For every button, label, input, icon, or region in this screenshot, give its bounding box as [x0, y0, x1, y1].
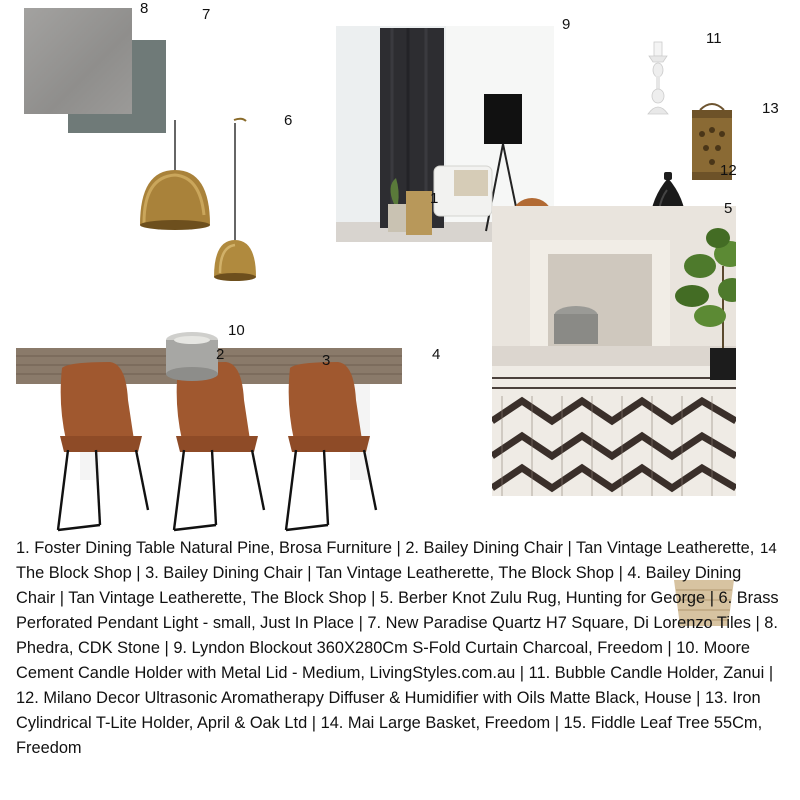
label-10: 10	[228, 322, 245, 339]
cement-candle-holder-image	[164, 330, 220, 382]
label-8: 8	[140, 0, 149, 17]
label-4: 4	[432, 346, 441, 363]
label-3: 3	[322, 352, 331, 369]
label-5: 5	[724, 200, 733, 217]
label-11: 11	[706, 30, 722, 47]
stone-swatch-light	[24, 8, 132, 114]
label-2: 2	[216, 346, 225, 363]
label-7: 7	[202, 6, 211, 23]
label-14: 14	[760, 540, 777, 557]
label-9: 9	[562, 16, 571, 33]
label-6: 6	[284, 112, 293, 129]
fireplace-rug-image	[492, 206, 736, 496]
product-list-caption: 1. Foster Dining Table Natural Pine, Brosa Furniture | 2. Bailey Dining Chair | Tan Vintage Leatherette, The Block Shop | 3. Bailey Dining Chair | Tan Vintage Leatherette, The Block Shop | 4. Bailey Dining Chair | Tan Vintage Leatherette, The Block Shop | 5. Berber Knot Zulu Rug, Hunting for George | 6. Brass Perforated Pendant Light - small, Just In Place | 7. New Paradise Quartz H7 Square, Di Lorenzo Tiles | 8. Phedra, CDK Stone | 9. Lyndon Blockout 360X280Cm S-Fold Curtain Charcoal, Freedom | 10. Moore Cement Candle Holder with Metal Lid - Medium, LivingStyles.com.au | 11. Bubble Candle Holder, Zanui | 12. Milano Decor Ultrasonic Aromatherapy Diffuser & Humidifier with Oils Matte Black, House | 13. Iron Cylindrical T-Lite Holder, April & Oak Ltd | 14. Mai Large Basket, Freedom | 15. Fiddle Leaf Tree 55Cm, Freedom	[16, 539, 779, 757]
label-13: 13	[762, 100, 779, 117]
label-12: 12	[720, 162, 737, 179]
candle-holder-image	[643, 38, 673, 118]
label-1: 1	[430, 190, 439, 207]
pendant-lights-image	[130, 115, 270, 285]
